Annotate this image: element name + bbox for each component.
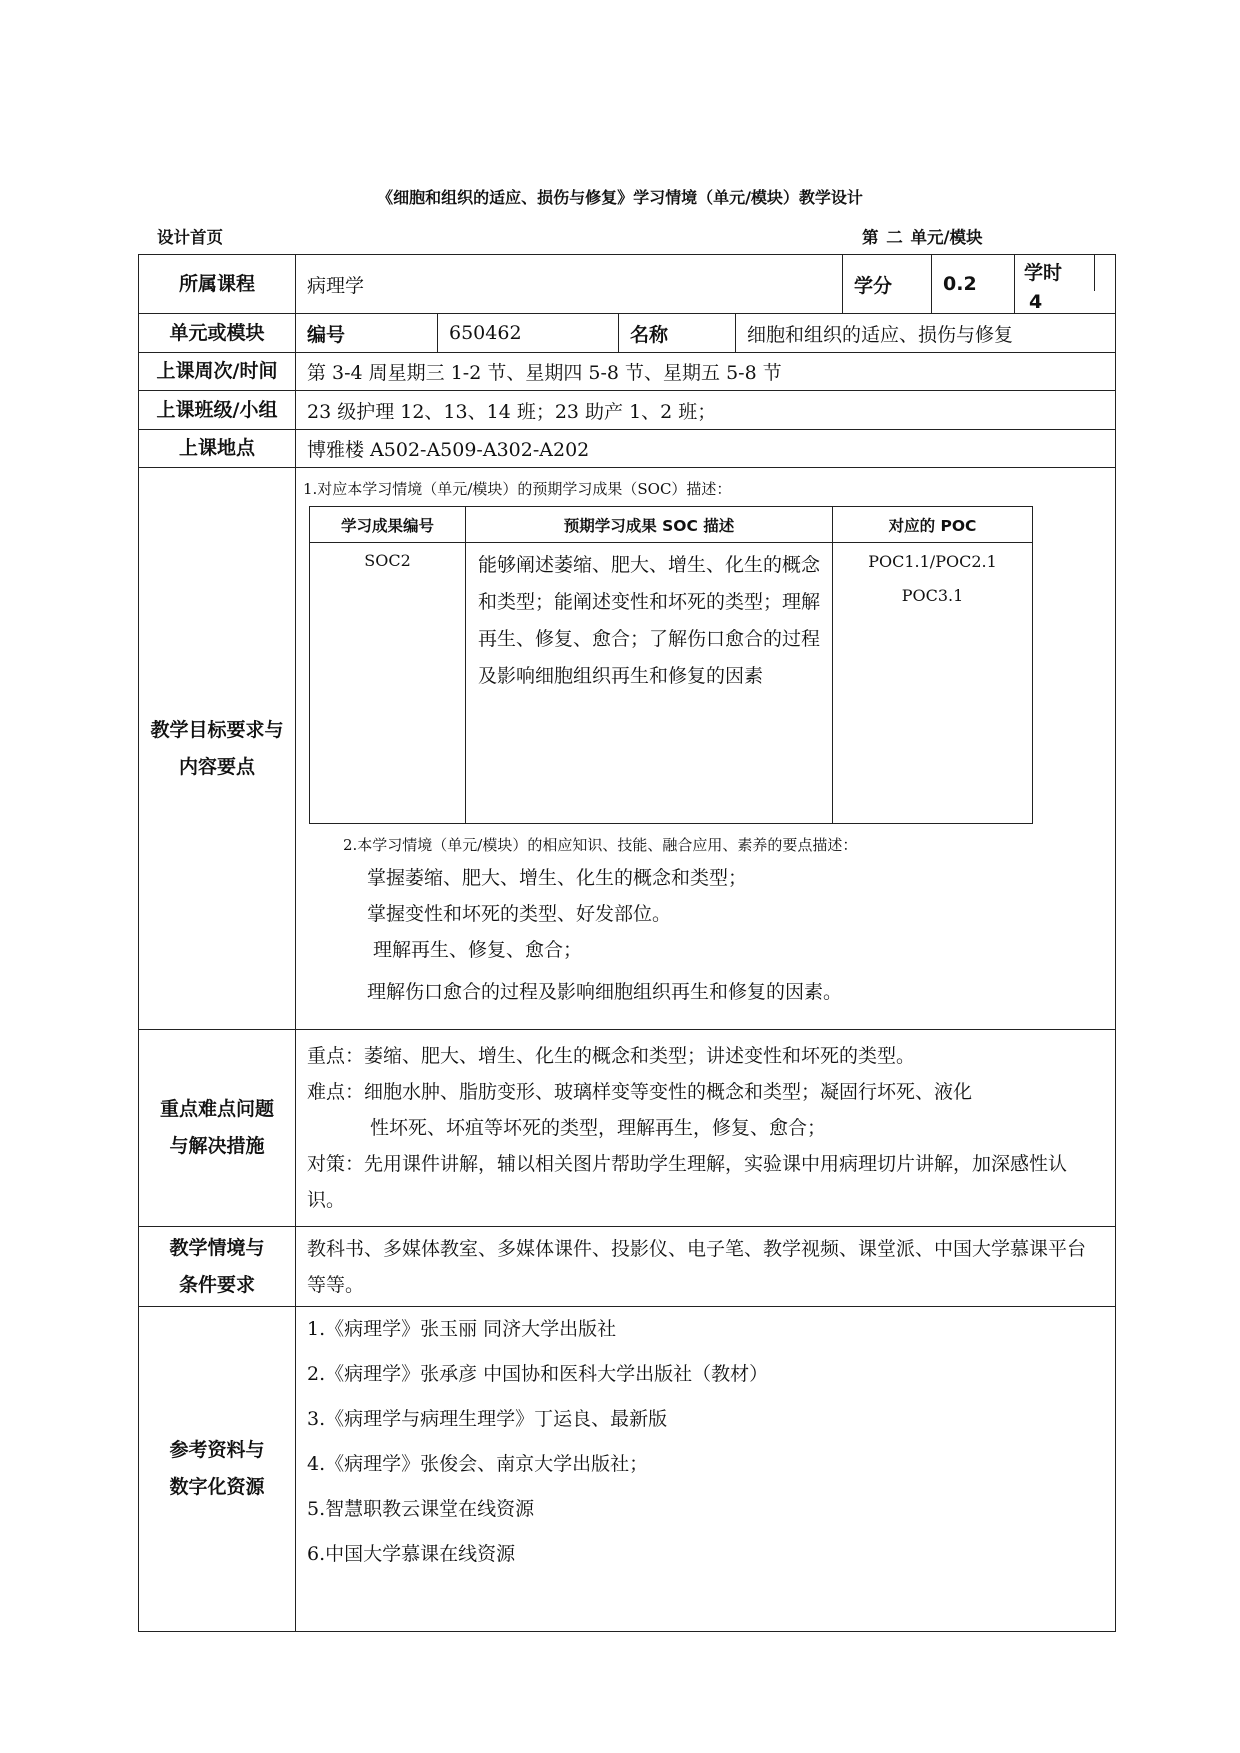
location-label: 上课地点 (139, 430, 296, 468)
course-value: 病理学 (296, 255, 843, 314)
soc-id: SOC2 (364, 551, 411, 570)
poc-line-2: POC3.1 (901, 586, 964, 605)
credit-value: 0.2 (932, 255, 1015, 314)
credit-label: 学分 (843, 255, 932, 314)
reference-item: 2.《病理学》张承彦 中国协和医科大学出版社（教材） (307, 1363, 769, 1385)
page-title: 《细胞和组织的适应、损伤与修复》学习情境（单元/模块）教学设计 (377, 188, 863, 207)
unit-number-label: 第 二 单元/模块 (862, 228, 983, 247)
knowledge-point: 理解再生、修复、愈合； (373, 939, 583, 961)
references-list (296, 1307, 1116, 1632)
schedule-row (139, 353, 1116, 391)
knowledge-point: 掌握变性和坏死的类型、好发部位。 (367, 903, 672, 925)
reference-item: 6.中国大学慕课在线资源 (307, 1543, 516, 1565)
keypoints-content (296, 1030, 1116, 1227)
soc-header-desc: 预期学习成果 SOC 描述 (466, 507, 833, 543)
conditions-label-line2: 条件要求 (178, 1273, 255, 1296)
hours-value: 4 (1029, 291, 1043, 313)
keypoints-label-line1: 重点难点问题 (159, 1098, 274, 1120)
keypoints-intro: 2.本学习情境（单元/模块）的相应知识、技能、融合应用、素养的要点描述： (343, 836, 858, 854)
hours-label: 学时 (1015, 255, 1095, 291)
keypoints-label (139, 1030, 296, 1227)
soc-table (309, 506, 1033, 824)
references-label-line2: 数字化资源 (169, 1476, 265, 1498)
difficulty-text-cont: 性坏死、坏疽等坏死的类型，理解再生，修复、愈合； (370, 1117, 827, 1139)
reference-item: 4.《病理学》张俊会、南京大学出版社； (307, 1453, 649, 1475)
references-row (139, 1307, 1116, 1632)
schedule-label: 上课周次/时间 (139, 353, 296, 391)
soc-intro: 1.对应本学习情境（单元/模块）的预期学习成果（SOC）描述： (303, 480, 732, 498)
unit-name-label: 名称 (619, 314, 736, 353)
location-value: 博雅楼 A502-A509-A302-A202 (296, 430, 1116, 468)
conditions-text: 教科书、多媒体教室、多媒体课件、投影仪、电子笔、教学视频、课堂派、中国大学慕课平台等等。 (307, 1237, 1087, 1296)
soc-header-id: 学习成果编号 (310, 507, 466, 543)
objectives-label-line1: 教学目标要求与 (150, 718, 284, 741)
unit-code-label: 编号 (296, 314, 438, 353)
location-row (139, 430, 1116, 468)
strategy-text: 对策：先用课件讲解，辅以相关图片帮助学生理解，实验课中用病理切片讲解，加深感性认识。 (307, 1153, 1068, 1211)
keypoints-row (139, 1030, 1116, 1227)
objectives-row (139, 468, 1116, 1030)
knowledge-point: 理解伤口愈合的过程及影响细胞组织再生和修复的因素。 (367, 981, 843, 1003)
classes-value: 23 级护理 12、13、14 班；23 助产 1、2 班； (296, 391, 1116, 430)
soc-header-poc: 对应的 POC (833, 507, 1033, 543)
unit-name-value: 细胞和组织的适应、损伤与修复 (736, 314, 1116, 353)
conditions-label-line1: 教学情境与 (169, 1236, 265, 1259)
conditions-label (139, 1227, 296, 1307)
schedule-value: 第 3-4 周星期三 1-2 节、星期四 5-8 节、星期五 5-8 节 (296, 353, 1116, 391)
unit-code-value: 650462 (438, 314, 619, 353)
knowledge-point: 掌握萎缩、肥大、增生、化生的概念和类型； (367, 867, 748, 889)
focus-text: 重点：萎缩、肥大、增生、化生的概念和类型；讲述变性和坏死的类型。 (307, 1045, 916, 1067)
teaching-design-table (138, 254, 1116, 1632)
difficulty-text: 难点：细胞水肿、脂肪变形、玻璃样变等变性的概念和类型；凝固行坏死、液化 (307, 1081, 973, 1103)
unit-label: 单元或模块 (139, 314, 296, 353)
objectives-label-line2: 内容要点 (178, 755, 255, 778)
classes-row (139, 391, 1116, 430)
keypoints-label-line2: 与解决措施 (169, 1135, 265, 1157)
soc-description: 能够阐述萎缩、肥大、增生、化生的概念和类型；能阐述变性和坏死的类型；理解再生、修复、愈合；了解伤口愈合的过程及影响细胞组织再生和修复的因素 (478, 554, 821, 687)
unit-row (139, 314, 1116, 353)
design-front-page-label: 设计首页 (157, 228, 223, 247)
reference-item: 5.智慧职教云课堂在线资源 (307, 1498, 535, 1520)
course-row (139, 255, 1116, 314)
objectives-content (296, 468, 1116, 1030)
classes-label: 上课班级/小组 (139, 391, 296, 430)
poc-line-1: POC1.1/POC2.1 (868, 552, 997, 571)
course-label: 所属课程 (139, 255, 296, 314)
reference-item: 3.《病理学与病理生理学》丁运良、最新版 (307, 1408, 668, 1430)
reference-item: 1.《病理学》张玉丽 同济大学出版社 (307, 1318, 617, 1340)
objectives-label (139, 468, 296, 1030)
references-label-line1: 参考资料与 (169, 1439, 265, 1461)
references-label (139, 1307, 296, 1632)
conditions-row (139, 1227, 1116, 1307)
